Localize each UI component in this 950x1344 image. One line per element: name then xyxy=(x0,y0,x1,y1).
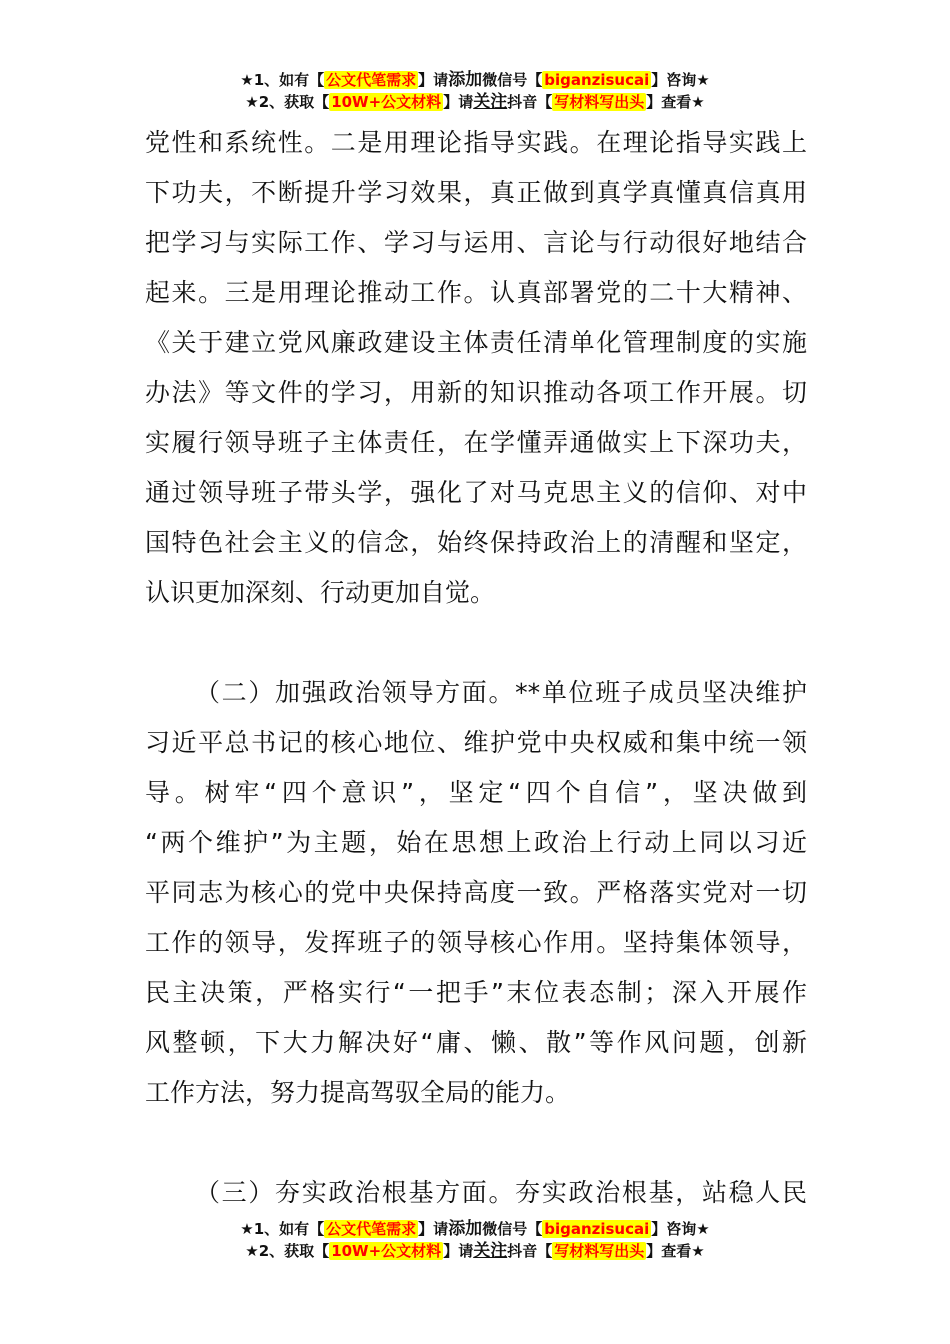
paragraph-gap xyxy=(145,618,807,668)
banner-emphasis: 添加 xyxy=(448,70,483,90)
banner-text: ★2、获取【 xyxy=(245,1242,330,1260)
paragraph xyxy=(145,1168,807,1218)
text-line: 起来。三是用理论推动工作。认真部署党的二十大精神、 xyxy=(145,278,807,307)
paragraph xyxy=(145,668,807,1118)
banner-text: 】查看★ xyxy=(646,93,705,111)
banner-text: 】咨询★ xyxy=(651,1220,710,1238)
footer-banner xyxy=(0,1218,950,1262)
banner-text: 】请 xyxy=(443,93,474,111)
banner-highlight: 公文代笔需求 xyxy=(326,71,417,89)
banner-text: 抖音【 xyxy=(507,93,553,111)
banner-text: ★2、获取【 xyxy=(245,93,330,111)
banner-text: 】查看★ xyxy=(646,1242,705,1260)
paragraph xyxy=(145,118,807,618)
banner-text: 微信号【 xyxy=(482,71,543,89)
banner-highlight: biganzisucai xyxy=(544,1220,650,1238)
document-body xyxy=(145,118,807,1218)
banner-highlight: 写材料写出头 xyxy=(554,93,645,111)
banner-highlight: 写材料写出头 xyxy=(554,1242,645,1260)
text-line: 把学习与实际工作、学习与运用、言论与行动很好地结合 xyxy=(145,228,807,257)
banner-text: 】请 xyxy=(418,71,449,89)
text-line: 《关于建立党风廉政建设主体责任清单化管理制度的实施 xyxy=(145,328,807,357)
header-banner xyxy=(0,69,950,113)
text-line: （二）加强政治领导方面。**单位班子成员坚决维护 xyxy=(195,678,807,707)
banner-highlight: 公文代笔需求 xyxy=(326,1220,417,1238)
banner-text: ★1、如有【 xyxy=(240,71,325,89)
text-line: 工作方法，努力提高驾驭全局的能力。 xyxy=(145,1078,571,1107)
banner-emphasis: 关注 xyxy=(473,92,508,112)
text-line: 认识更加深刻、行动更加自觉。 xyxy=(145,578,496,607)
footer-banner-line-2 xyxy=(0,1240,950,1262)
banner-text: 微信号【 xyxy=(482,1220,543,1238)
text-line: （三）夯实政治根基方面。夯实政治根基，站稳人民 xyxy=(195,1178,807,1207)
text-line: 党性和系统性。二是用理论指导实践。在理论指导实践上 xyxy=(145,128,807,157)
banner-emphasis: 添加 xyxy=(448,1219,483,1239)
banner-text: 】请 xyxy=(443,1242,474,1260)
banner-text: ★1、如有【 xyxy=(240,1220,325,1238)
banner-highlight: 10W+公文材料 xyxy=(331,1242,442,1260)
banner-highlight: biganzisucai xyxy=(544,71,650,89)
text-line: 通过领导班子带头学，强化了对马克思主义的信仰、对中 xyxy=(145,478,807,507)
banner-emphasis: 关注 xyxy=(473,1241,508,1261)
banner-text: 】咨询★ xyxy=(651,71,710,89)
text-line: 风整顿，下大力解决好“庸、懒、散”等作风问题，创新 xyxy=(145,1028,807,1057)
banner-text: 】请 xyxy=(418,1220,449,1238)
text-line: 国特色社会主义的信念，始终保持政治上的清醒和坚定， xyxy=(145,528,807,557)
text-line: 导。树牢“四个意识”，坚定“四个自信”，坚决做到 xyxy=(145,778,807,807)
header-banner-line-2 xyxy=(0,91,950,113)
banner-highlight: 10W+公文材料 xyxy=(331,93,442,111)
text-line: 下功夫，不断提升学习效果，真正做到真学真懂真信真用 xyxy=(145,178,807,207)
text-line: 平同志为核心的党中央保持高度一致。严格落实党对一切 xyxy=(145,878,807,907)
paragraph-gap xyxy=(145,1118,807,1168)
text-line: 实履行领导班子主体责任，在学懂弄通做实上下深功夫， xyxy=(145,428,807,457)
banner-text: 抖音【 xyxy=(507,1242,553,1260)
text-line: 习近平总书记的核心地位、维护党中央权威和集中统一领 xyxy=(145,728,807,757)
text-line: 办法》等文件的学习，用新的知识推动各项工作开展。切 xyxy=(145,378,807,407)
text-line: “两个维护”为主题，始在思想上政治上行动上同以习近 xyxy=(145,828,807,857)
text-line: 工作的领导，发挥班子的领导核心作用。坚持集体领导， xyxy=(145,928,807,957)
text-line: 民主决策，严格实行“一把手”末位表态制；深入开展作 xyxy=(145,978,807,1007)
footer-banner-line-1 xyxy=(0,1218,950,1240)
header-banner-line-1 xyxy=(0,69,950,91)
